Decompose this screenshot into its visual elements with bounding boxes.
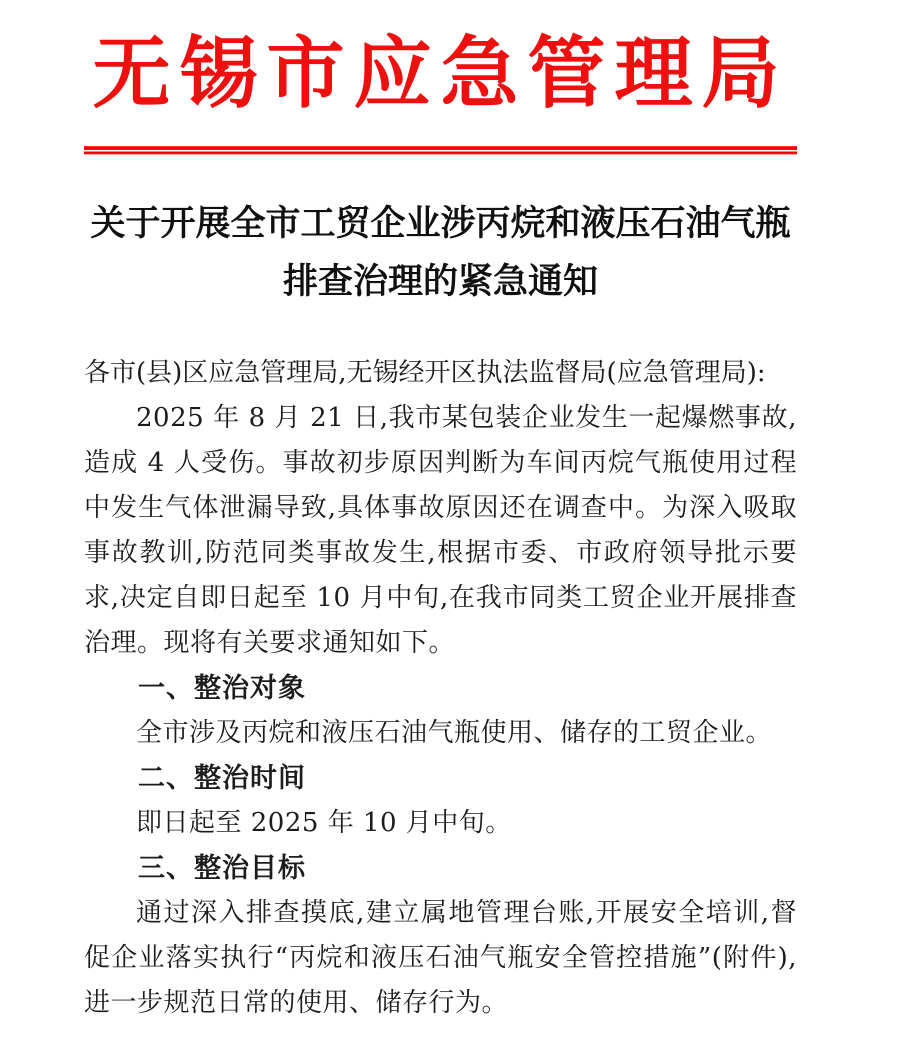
paragraph-target-scope: 全市涉及丙烷和液压石油气瓶使用、储存的工贸企业。 bbox=[136, 718, 773, 748]
document-content-column bbox=[84, 22, 797, 1026]
paragraph-goal: 通过深入排查摸底,建立属地管理台账,开展安全培训,督促企业落实执行“丙烷和液压石油气瓶安全管控措施”(附件),进一步规范日常的使用、储存行为。 bbox=[84, 898, 797, 1018]
paragraph-timeframe: 即日起至 2025 年 10 月中旬。 bbox=[136, 808, 512, 838]
notice-title bbox=[84, 195, 797, 311]
salutation-line: 各市(县)区应急管理局,无锡经开区执法监督局(应急管理局): bbox=[84, 358, 766, 388]
paragraph-incident-background: 2025 年 8 月 21 日,我市某包装企业发生一起爆燃事故,造成 4 人受伤。事故初步原因判断为车间丙烷气瓶使用过程中发生气体泄漏导致,具体事故原因还在调查中。为深入吸取事故教训,防范同类事故发生,根据市委、市政府领导批示要求,决定自即日起至 10 月中旬,在我市同类工贸企业开展排查治理。现将有关要求通知如下。 bbox=[84, 403, 797, 658]
section-heading-1-target: 一、整治对象 bbox=[138, 673, 306, 704]
red-separator-rule bbox=[84, 146, 797, 155]
notice-body bbox=[84, 351, 797, 1026]
notice-title-line-1: 关于开展全市工贸企业涉丙烷和液压石油气瓶 bbox=[90, 203, 791, 244]
letterhead-org-name: 无锡市应急管理局 bbox=[92, 28, 789, 119]
notice-title-line-2: 排查治理的紧急通知 bbox=[282, 261, 598, 302]
section-heading-3-goal: 三、整治目标 bbox=[138, 853, 306, 884]
section-heading-2-timeframe: 二、整治时间 bbox=[138, 763, 306, 794]
